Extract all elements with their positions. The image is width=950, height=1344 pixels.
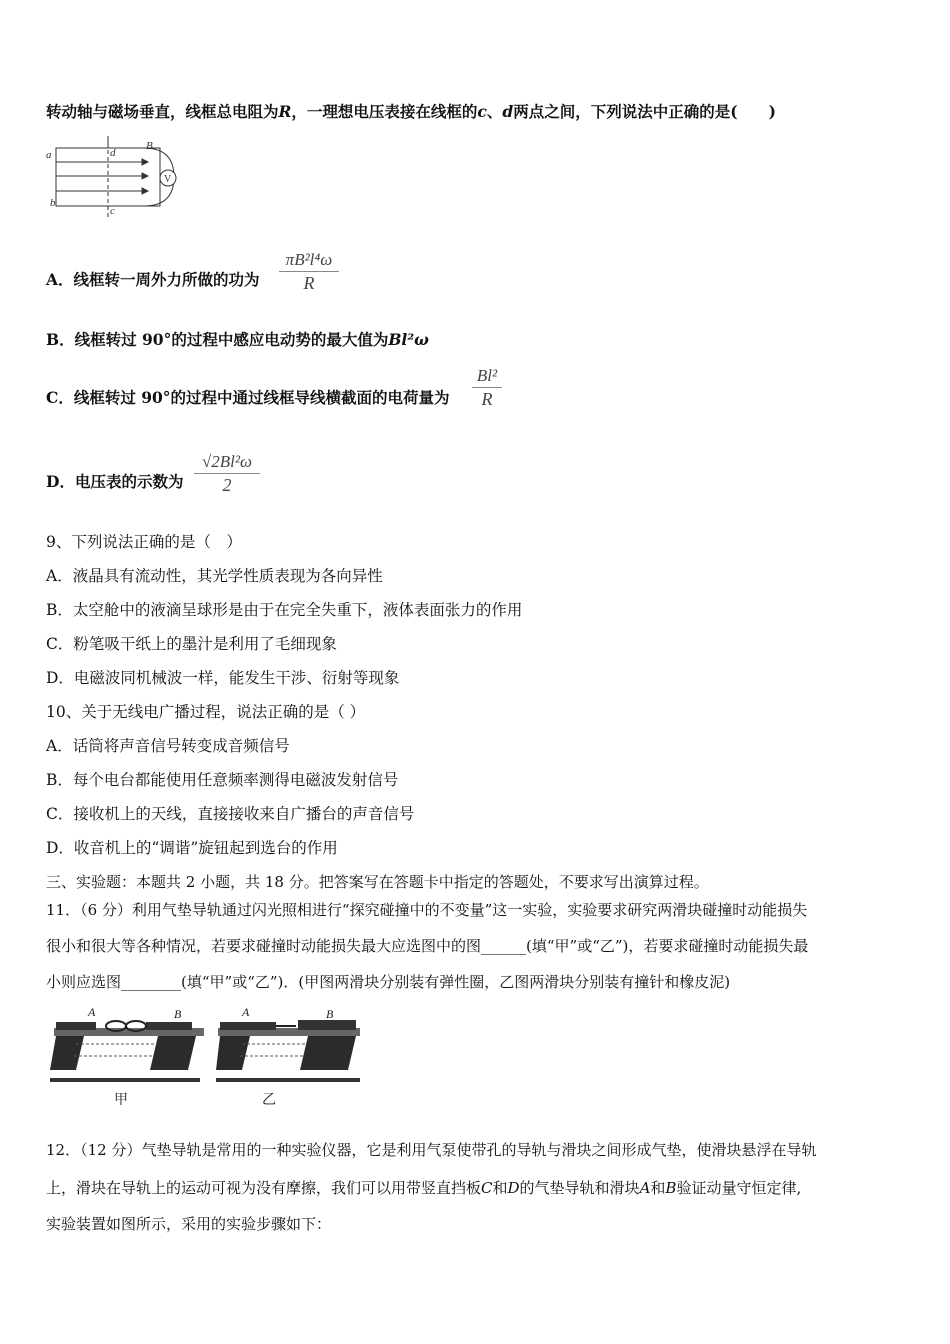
q8-stem: 转动轴与磁场垂直，线框总电阻为R，一理想电压表接在线框的c、d两点之间，下列说法中正确的是( ) [46, 102, 776, 121]
section-3-heading: 三、实验题：本题共 2 小题，共 18 分。把答案写在答题卡中指定的答题处，不要求写出演算过程。 [46, 873, 709, 891]
q11-line-2: 很小和很大等各种情况，若要求碰撞时动能损失最大应选图中的图______(填“甲”或“乙”)，若要求碰撞时动能损失最 [46, 937, 809, 955]
fraction-numerator: √2Bl²ω [201, 452, 253, 471]
label-b: b [50, 197, 56, 209]
fig-jia-label-b: B [174, 1007, 182, 1021]
q8-option-a: A．线框转一周外力所做的功为 [46, 270, 260, 289]
q9-option-b: B．太空舱中的液滴呈球形是由于在完全失重下，液体表面张力的作用 [46, 601, 523, 619]
q8-option-d-fraction [194, 452, 260, 495]
q12-line-3: 实验装置如图所示，采用的实验步骤如下： [46, 1215, 332, 1233]
label-B: B [146, 140, 153, 152]
q12-line-1: 12．（12 分）气垫导轨是常用的一种实验仪器，它是利用气泵使带孔的导轨与滑块之间形成气垫，使滑块悬浮在导轨 [46, 1141, 817, 1159]
q10-option-a: A．话筒将声音信号转变成音频信号 [46, 737, 290, 755]
q9-option-a: A．液晶具有流动性，其光学性质表现为各向异性 [46, 567, 383, 585]
label-a: a [46, 149, 52, 161]
q8-option-c: C．线框转过 90°的过程中通过线框导线横截面的电荷量为 [46, 388, 450, 407]
q8-option-b: B．线框转过 90°的过程中感应电动势的最大值为Bl²ω [46, 330, 429, 349]
fig-yi-label-b: B [326, 1007, 334, 1021]
q11-line-3: 小则应选图________(填“甲”或“乙”)．(甲图两滑块分别装有弹性圈，乙图两滑块分别装有撞针和橡皮泥) [46, 973, 731, 991]
label-d: d [110, 147, 116, 159]
coil-voltmeter-figure [44, 134, 194, 220]
q8-option-a-fraction [279, 250, 339, 293]
fig-yi-label-a: A [242, 1005, 250, 1019]
q11-line-1: 11．（6 分）利用气垫导轨通过闪光照相进行“探究碰撞中的不变量”这一实验，实验要求研究两滑块碰撞时动能损失 [46, 901, 808, 919]
fraction-numerator: Bl² [476, 366, 498, 385]
figure-yi [216, 1005, 360, 1108]
figure-jia [50, 1005, 204, 1108]
option-b-expression: Bl²ω [388, 330, 429, 349]
fraction-denominator: 2 [222, 475, 232, 495]
q9-stem: 9、下列说法正确的是（ ） [46, 533, 242, 551]
q8-option-d: D．电压表的示数为 [46, 472, 184, 491]
fig-jia-label-a: A [88, 1005, 96, 1019]
q9-option-c: C．粉笔吸干纸上的墨汁是利用了毛细现象 [46, 635, 337, 653]
air-track-figure [46, 1004, 366, 1112]
q8-option-c-fraction [472, 366, 502, 409]
voltmeter-symbol: V [164, 174, 172, 185]
q10-option-c: C．接收机上的天线，直接接收来自广播台的声音信号 [46, 805, 415, 823]
fraction-numerator: πB²l⁴ω [285, 250, 333, 269]
q10-option-b: B．每个电台都能使用任意频率测得电磁波发射信号 [46, 771, 399, 789]
q10-stem: 10、关于无线电广播过程，说法正确的是（ ） [46, 703, 366, 721]
fraction-denominator: R [303, 273, 315, 293]
fig-jia-caption: 甲 [114, 1093, 128, 1108]
q10-option-d: D．收音机上的“调谐”旋钮起到选台的作用 [46, 839, 338, 857]
fraction-denominator: R [481, 389, 493, 409]
fig-yi-caption: 乙 [262, 1093, 276, 1108]
label-c: c [110, 205, 115, 217]
q9-option-d: D．电磁波同机械波一样，能发生干涉、衍射等现象 [46, 669, 400, 687]
q12-line-2: 上，滑块在导轨上的运动可视为没有摩擦，我们可以用带竖直挡板C和D的气垫导轨和滑块A和B验证动量守恒定律, [46, 1179, 802, 1197]
